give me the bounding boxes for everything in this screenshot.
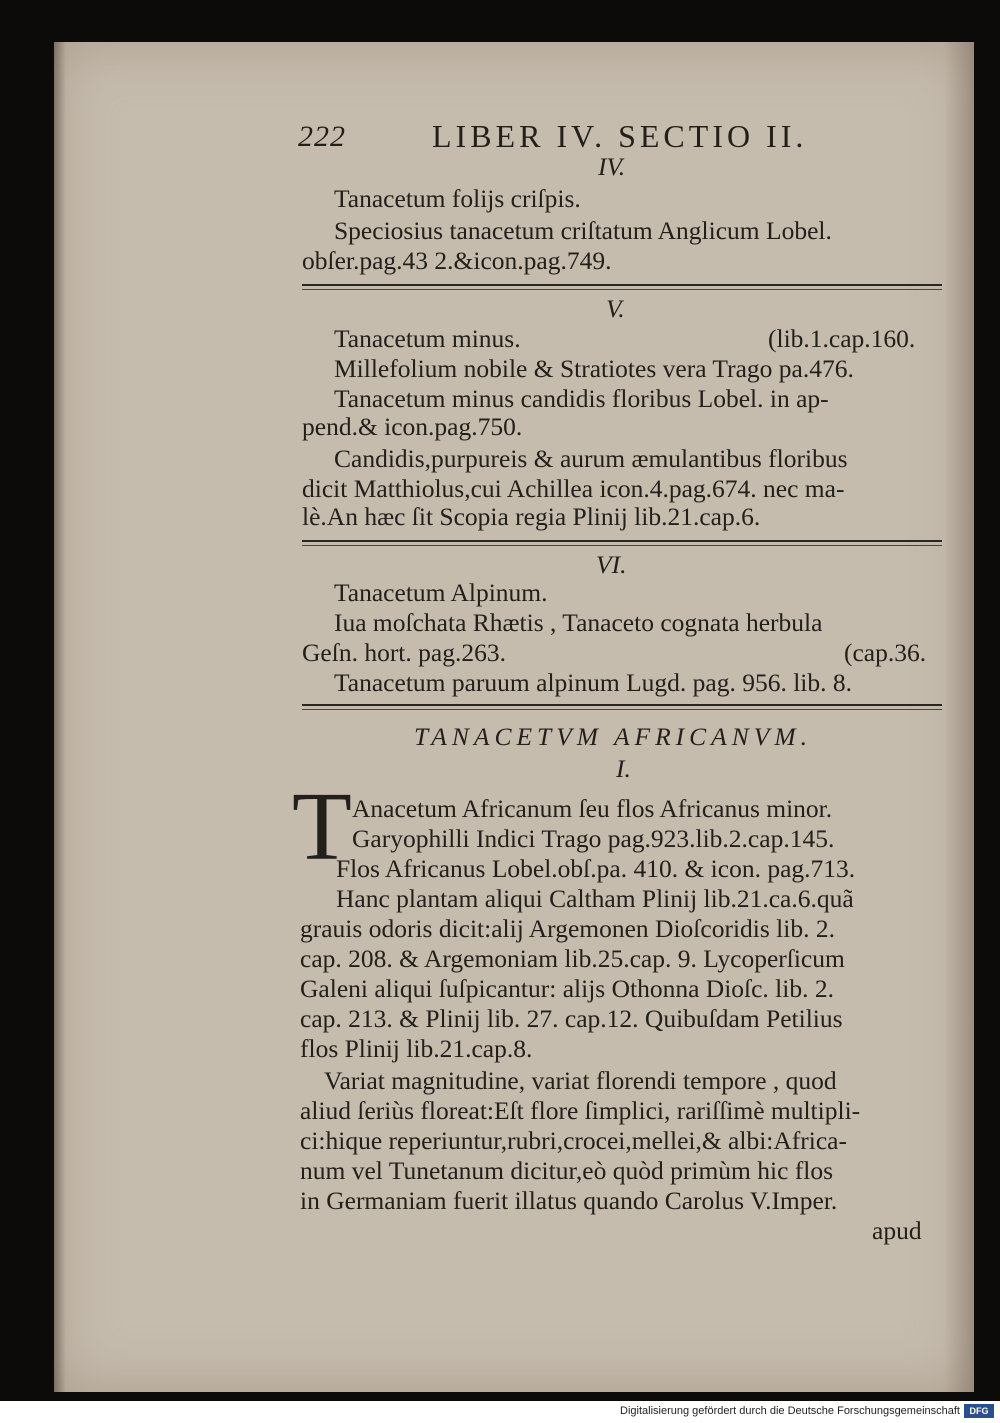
text-line: in Germaniam fuerit illatus quando Carolus V.Imper. bbox=[300, 1186, 838, 1215]
text-line: Geſn. hort. pag.263. bbox=[302, 638, 506, 667]
section-title: TANACETVM AFRICANVM. bbox=[414, 722, 812, 751]
text-line: Tanacetum minus candidis floribus Lobel. in ap- bbox=[334, 384, 829, 413]
divider-rule bbox=[302, 704, 942, 706]
text-line: Millefolium nobile & Stratiotes vera Trago pa.476. bbox=[334, 354, 854, 383]
divider-rule-thin bbox=[302, 545, 942, 546]
text-line: Flos Africanus Lobel.obſ.pa. 410. & icon. pag.713. bbox=[336, 854, 856, 883]
text-line: Tanacetum minus. bbox=[334, 324, 521, 353]
page-gutter-shadow bbox=[54, 42, 66, 1392]
text-line: flos Plinij lib.21.cap.8. bbox=[300, 1034, 533, 1063]
section-numeral: I. bbox=[616, 754, 631, 783]
page-number: 222 bbox=[298, 120, 346, 153]
text-line: Variat magnitudine, variat florendi tempore , quod bbox=[324, 1066, 837, 1095]
divider-rule-thin bbox=[302, 289, 942, 290]
text-line: ci:hique reperiuntur,rubri,crocei,mellei,& albi:Africa- bbox=[300, 1126, 847, 1155]
text-line: cap. 213. & Plinij lib. 27. cap.12. Quibuſdam Petilius bbox=[300, 1004, 843, 1033]
text-line: aliud ſeriùs floreat:Eſt flore ſimplici, rariſſimè multipli- bbox=[300, 1096, 861, 1125]
text-line: cap. 208. & Argemoniam lib.25.cap. 9. Lycoperſicum bbox=[300, 944, 845, 973]
divider-rule bbox=[302, 284, 942, 286]
text-line: (cap.36. bbox=[844, 638, 927, 667]
divider-rule-thin bbox=[302, 709, 942, 710]
running-title: LIBER IV. SECTIO II. bbox=[432, 118, 808, 154]
dfg-logo-icon: DFG bbox=[964, 1404, 994, 1418]
text-line: num vel Tunetanum dicitur,eò quòd primùm hic flos bbox=[300, 1156, 834, 1185]
text-line: Garyophilli Indici Trago pag.923.lib.2.cap.145. bbox=[352, 824, 835, 853]
text-line: Galeni aliqui ſuſpicantur: alijs Othonna Dioſc. lib. 2. bbox=[300, 974, 834, 1003]
text-line: Tanacetum folijs criſpis. bbox=[334, 184, 581, 213]
footer-bar bbox=[0, 1401, 1000, 1423]
digitization-credit: Digitalisierung gefördert durch die Deutsche Forschungsgemeinschaft bbox=[620, 1405, 960, 1417]
text-line: obſer.pag.43 2.&icon.pag.749. bbox=[302, 246, 612, 275]
text-line: Candidis,purpureis & aurum æmulantibus floribus bbox=[334, 444, 848, 473]
text-line: lè.An hæc ſit Scopia regia Plinij lib.21.cap.6. bbox=[302, 502, 761, 531]
section-numeral: IV. bbox=[598, 152, 626, 181]
catchword: apud bbox=[872, 1216, 922, 1245]
section-numeral: VI. bbox=[596, 550, 627, 579]
text-line: (lib.1.cap.160. bbox=[768, 324, 916, 353]
text-line: Iua moſchata Rhætis , Tanaceto cognata herbula bbox=[334, 608, 823, 637]
section-numeral: V. bbox=[606, 294, 625, 323]
text-line: Tanacetum paruum alpinum Lugd. pag. 956. lib. 8. bbox=[334, 668, 853, 697]
text-line: dicit Matthiolus,cui Achillea icon.4.pag.674. nec ma- bbox=[302, 474, 845, 503]
divider-rule bbox=[302, 540, 942, 542]
text-line: grauis odoris dicit:alij Argemonen Dioſcoridis lib. 2. bbox=[300, 914, 835, 943]
text-line: Hanc plantam aliqui Caltham Plinij lib.21.ca.6.quã bbox=[336, 884, 854, 913]
text-line: Anacetum Africanum ſeu flos Africanus minor. bbox=[352, 794, 833, 823]
book-page bbox=[54, 42, 974, 1392]
drop-cap: T bbox=[292, 773, 352, 881]
text-line: Speciosius tanacetum criſtatum Anglicum Lobel. bbox=[334, 216, 832, 245]
page-edge-shadow bbox=[944, 42, 974, 1392]
text-line: Tanacetum Alpinum. bbox=[334, 578, 548, 607]
text-line: pend.& icon.pag.750. bbox=[302, 412, 523, 441]
